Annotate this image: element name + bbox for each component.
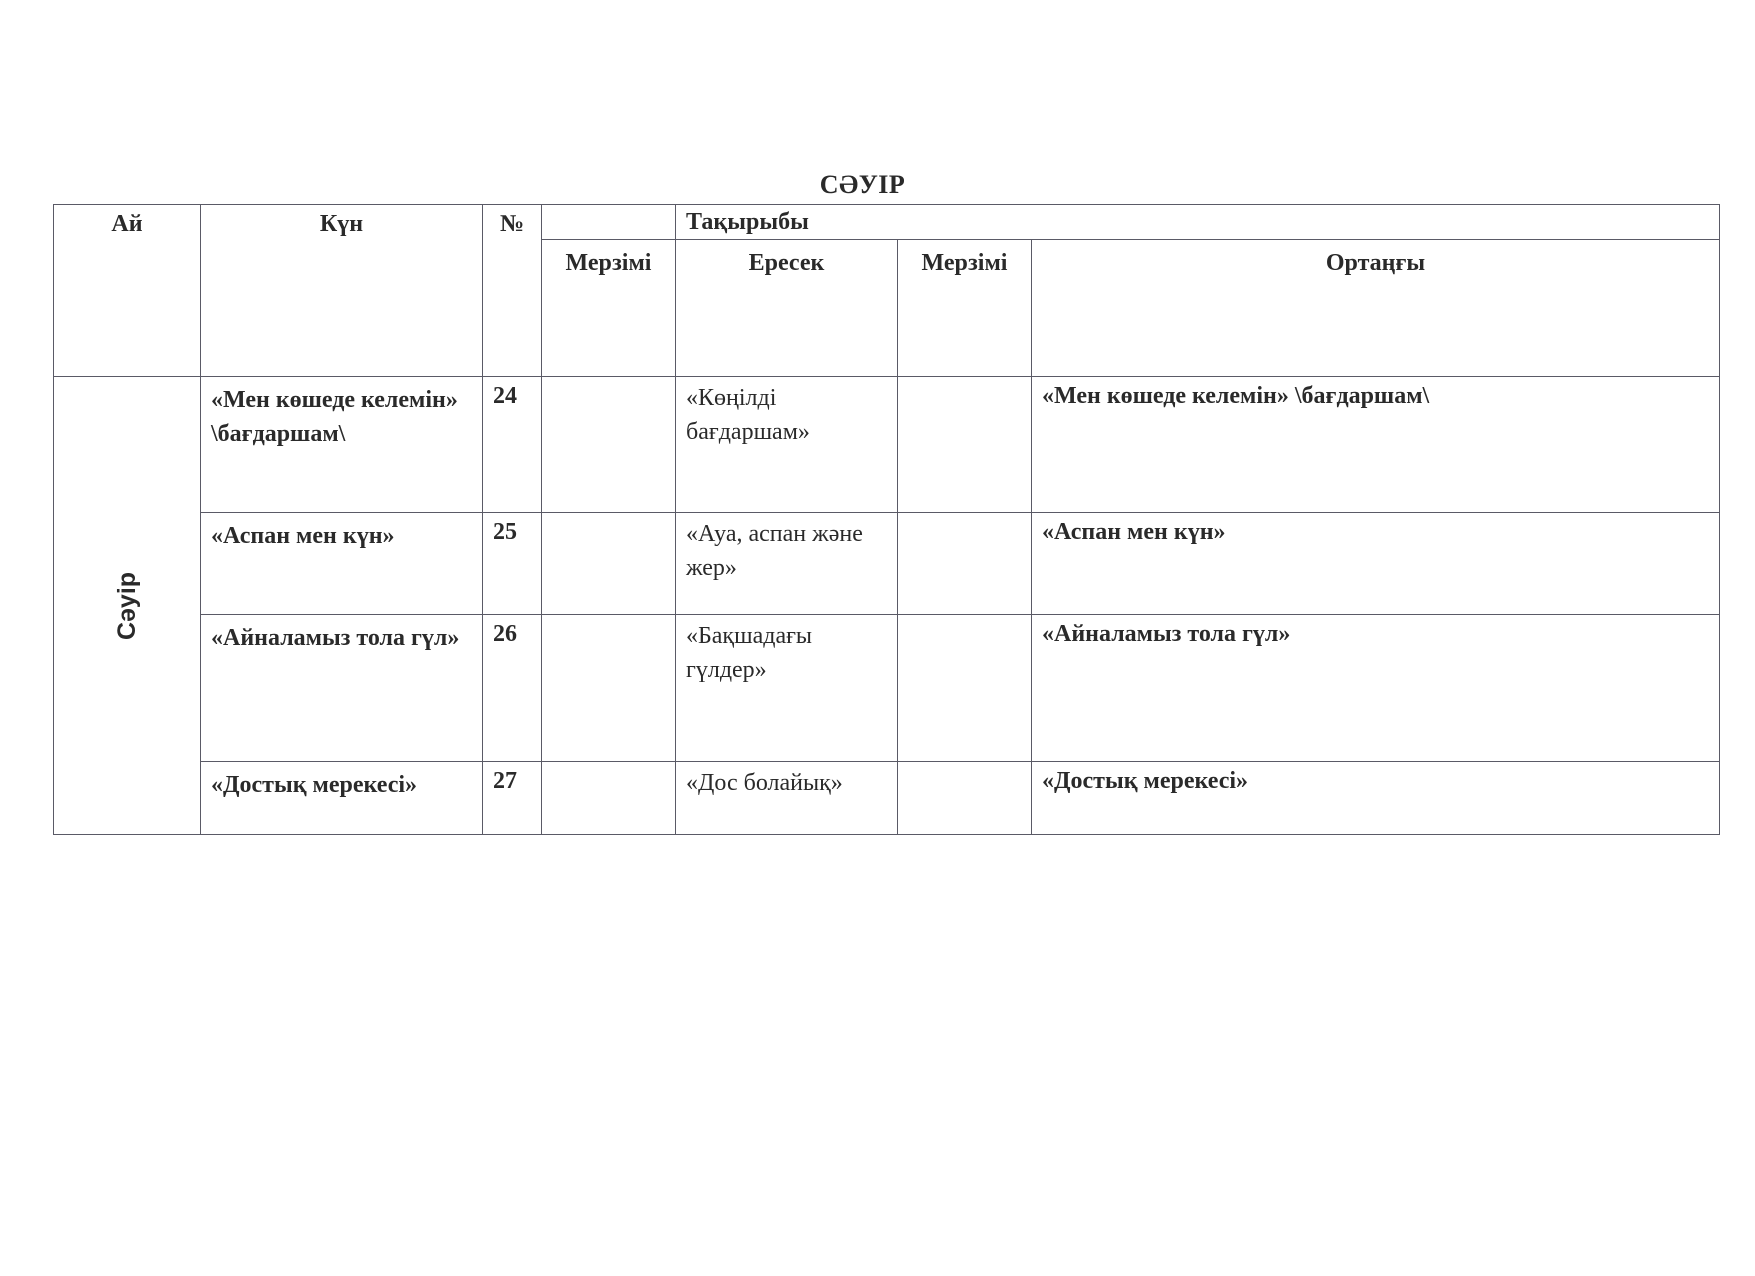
middle-topic-cell: «Мен көшеде келемін» \бағдаршам\ [1032,377,1720,513]
day-cell: «Мен көшеде келемін» \бағдаршам\ [201,377,483,513]
schedule-table [53,204,1720,835]
number-cell: 24 [483,377,542,513]
header-number: № [483,205,542,377]
number-cell: 27 [483,762,542,835]
term-cell-1 [542,762,676,835]
header-topic: Тақырыбы [676,205,1720,240]
middle-topic-cell: «Достық мерекесі» [1032,762,1720,835]
day-cell: «Достық мерекесі» [201,762,483,835]
adult-topic-cell: «Көңілді бағдаршам» [676,377,898,513]
term-cell-2 [898,377,1032,513]
middle-topic-cell: «Аспан мен күн» [1032,513,1720,615]
table-row [54,513,1720,615]
header-term-1: Мерзімі [542,240,676,377]
adult-topic-cell: «Дос болайық» [676,762,898,835]
term-cell-2 [898,513,1032,615]
header-day: Күн [201,205,483,377]
table-row [54,615,1720,762]
number-cell: 26 [483,615,542,762]
table-row [54,377,1720,513]
term-cell-1 [542,513,676,615]
term-cell-1 [542,615,676,762]
term-cell-1 [542,377,676,513]
header-row [54,205,1720,240]
month-label: Сәуір [113,571,141,640]
month-cell [54,377,201,835]
table-row [54,762,1720,835]
header-term-2: Мерзімі [898,240,1032,377]
term-cell-2 [898,762,1032,835]
day-cell: «Аспан мен күн» [201,513,483,615]
header-empty [542,205,676,240]
header-adult: Ересек [676,240,898,377]
term-cell-2 [898,615,1032,762]
adult-topic-cell: «Ауа, аспан және жер» [676,513,898,615]
header-month: Ай [54,205,201,377]
day-cell: «Айналамыз тола гүл» [201,615,483,762]
adult-topic-cell: «Бақшадағы гүлдер» [676,615,898,762]
number-cell: 25 [483,513,542,615]
middle-topic-cell: «Айналамыз тола гүл» [1032,615,1720,762]
header-middle: Ортаңғы [1032,240,1720,377]
page-title: СӘУІР [819,170,906,199]
